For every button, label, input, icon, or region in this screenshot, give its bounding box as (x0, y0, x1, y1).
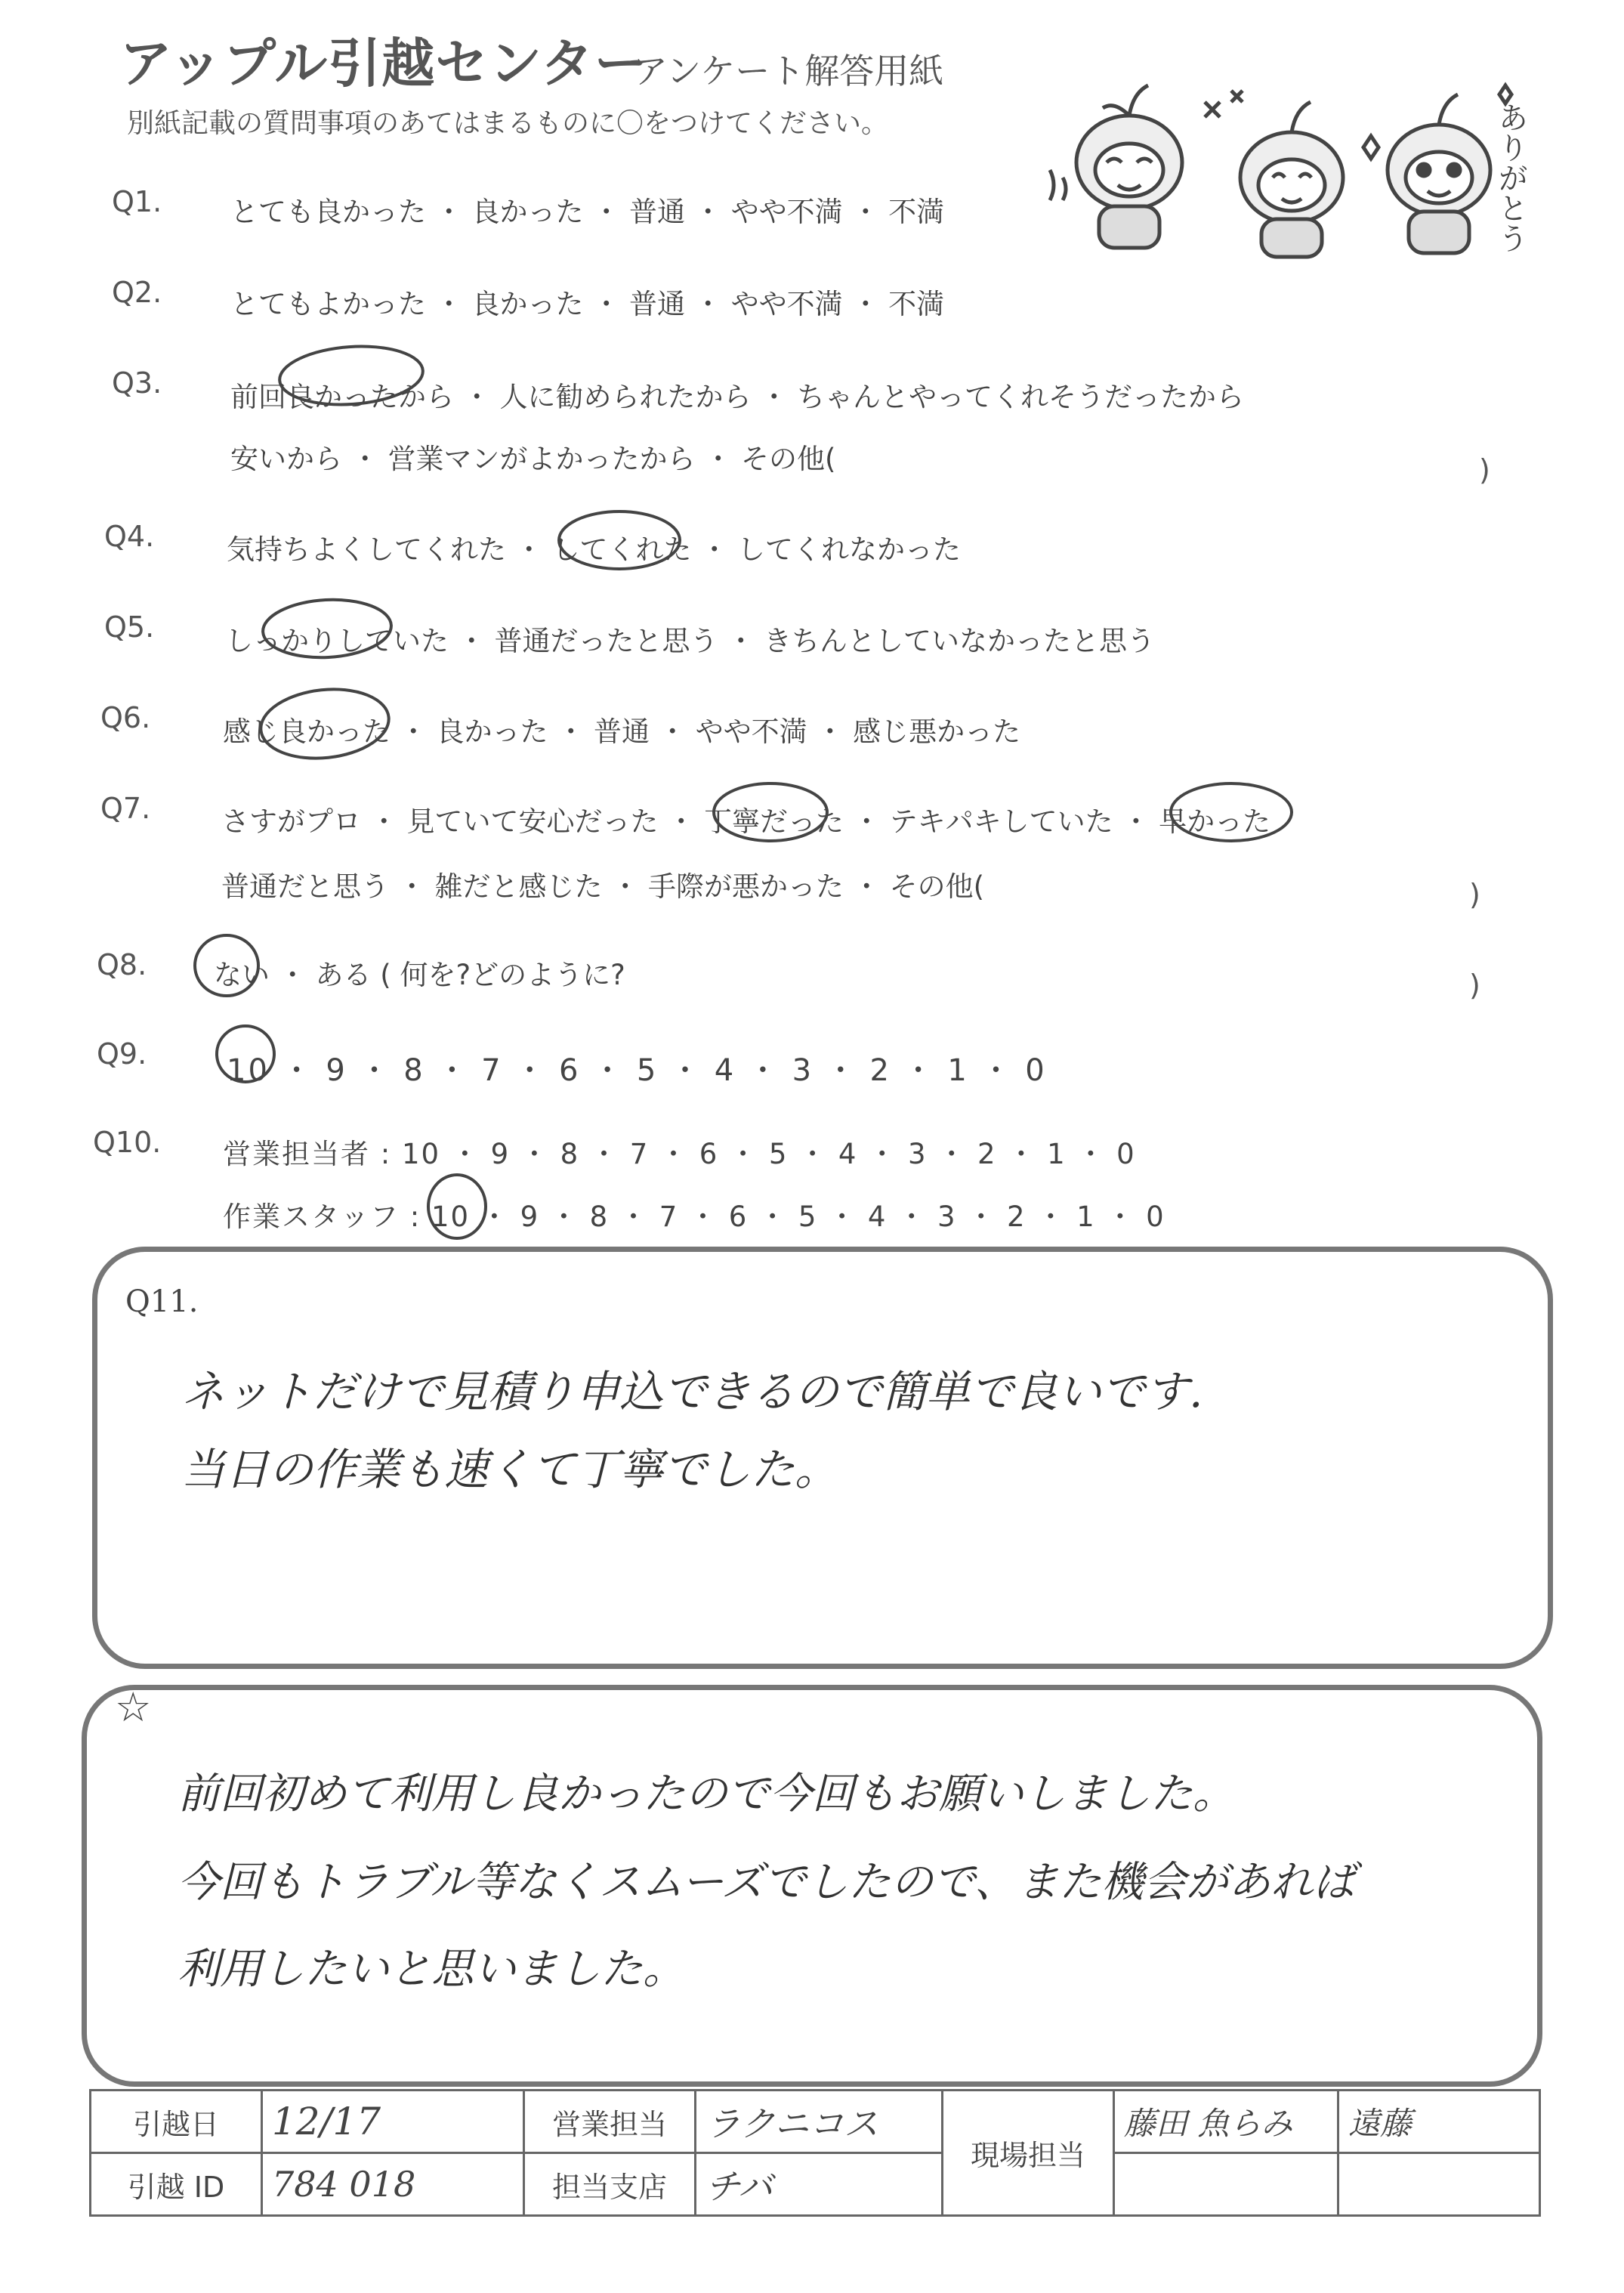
moving-id-label: 引越 ID (91, 2153, 262, 2216)
star-icon: ☆ (115, 1683, 152, 1731)
site-staff-4[interactable] (1338, 2153, 1540, 2216)
site-staff-2[interactable]: 遠藤 (1338, 2091, 1540, 2153)
q6-label: Q6. (100, 701, 151, 734)
q2-options[interactable]: とてもよかった ・ 良かった ・ 普通 ・ やや不満 ・ 不満 (230, 288, 945, 320)
q10-staff-scale[interactable]: 作業スタッフ : 10 ・ 9 ・ 8 ・ 7 ・ 6 ・ 5 ・ 4 ・ 3 ・ 2 ・ 1 ・ 0 (223, 1201, 1166, 1233)
sales-value[interactable]: ラクニコス (696, 2091, 943, 2153)
q11-answer-line1[interactable]: ネットだけで見積り申込できるので簡単で良いです. (181, 1366, 1203, 1417)
q9-scale[interactable]: 10 ・ 9 ・ 8 ・ 7 ・ 6 ・ 5 ・ 4 ・ 3 ・ 2 ・ 1 ・ 0 (227, 1053, 1047, 1088)
q10-label: Q10. (93, 1126, 162, 1159)
q8-label: Q8. (97, 948, 147, 981)
q4-label: Q4. (104, 520, 155, 553)
moving-date-value[interactable]: 12/17 (262, 2091, 524, 2153)
q1-options[interactable]: とても良かった ・ 良かった ・ 普通 ・ やや不満 ・ 不満 (230, 196, 945, 228)
extra-answer-line1[interactable]: 前回初めて利用し良かったので今回もお願いしました。 (178, 1769, 1235, 1819)
site-staff-3[interactable] (1114, 2153, 1338, 2216)
footer-info-table (89, 2089, 1541, 2217)
q8-options[interactable]: ない ・ ある ( 何を?どのように? (214, 959, 625, 991)
q11-label: Q11. (125, 1284, 199, 1319)
instruction-text: 別紙記載の質問事項のあてはまるものに〇をつけてください。 (127, 108, 889, 139)
q7-options-line1[interactable]: さすがプロ ・ 見ていて安心だった ・ 丁寧だった ・ テキパキしていた ・ 早かった (221, 805, 1271, 838)
q6-options[interactable]: 感じ良かった ・ 良かった ・ 普通 ・ やや不満 ・ 感じ悪かった (223, 715, 1021, 748)
q4-options[interactable]: 気持ちよくしてくれた ・ してくれた ・ してくれなかった (227, 533, 962, 566)
branch-value[interactable]: チバ (696, 2153, 943, 2216)
q5-options[interactable]: しっかりしていた ・ 普通だったと思う ・ きちんとしていなかったと思う (225, 625, 1156, 657)
q3-close-paren: ) (1479, 453, 1490, 487)
sales-label: 営業担当 (524, 2091, 696, 2153)
branch-label: 担当支店 (524, 2153, 696, 2216)
form-subtitle: アンケート解答用紙 (633, 51, 944, 91)
q11-answer-line2[interactable]: 当日の作業も速くて丁寧でした。 (181, 1444, 839, 1495)
q8-close-paren: ) (1469, 969, 1480, 1002)
q7-close-paren: ) (1469, 878, 1480, 911)
q3-options-line1[interactable]: 前回良かったから ・ 人に勧められたから ・ ちゃんとやってくれそうだったから (230, 381, 1245, 413)
q3-label: Q3. (112, 366, 162, 400)
q9-label: Q9. (97, 1037, 147, 1071)
moving-date-label: 引越日 (91, 2091, 262, 2153)
q10-sales-scale[interactable]: 営業担当者 : 10 ・ 9 ・ 8 ・ 7 ・ 6 ・ 5 ・ 4 ・ 3 ・ 2 ・ 1 ・ 0 (223, 1138, 1136, 1170)
extra-answer-line2[interactable]: 今回もトラブル等なくスムーズでしたので、また機会があれば (178, 1858, 1356, 1907)
company-title: アップル引越センター (119, 32, 648, 94)
q7-label: Q7. (100, 792, 151, 825)
site-staff-label: 現場担当 (943, 2091, 1114, 2216)
q5-label: Q5. (104, 610, 155, 644)
extra-answer-line3[interactable]: 利用したいと思いました。 (178, 1945, 685, 1994)
q3-options-line2[interactable]: 安いから ・ 営業マンがよかったから ・ その他( (230, 443, 836, 475)
thanks-text: ありがとう (1493, 102, 1528, 253)
site-staff-1[interactable]: 藤田 魚らみ (1114, 2091, 1338, 2153)
moving-id-value[interactable]: 784 018 (262, 2153, 524, 2216)
monkey-mascots-illustration (1046, 57, 1530, 261)
q7-options-line2[interactable]: 普通だと思う ・ 雑だと感じた ・ 手際が悪かった ・ その他( (221, 870, 985, 903)
q2-label: Q2. (112, 276, 162, 309)
q1-label: Q1. (112, 185, 162, 218)
